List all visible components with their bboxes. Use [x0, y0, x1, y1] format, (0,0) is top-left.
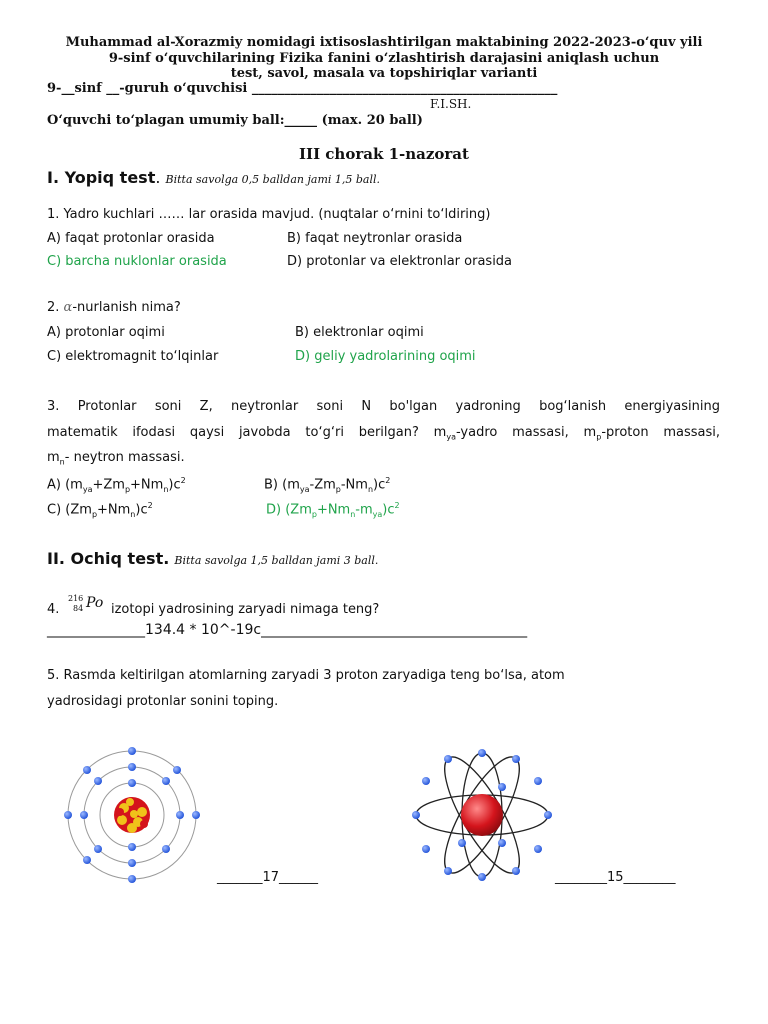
isotope-symbol: Po [86, 595, 104, 611]
q4-answer-line: ______________134.4 * 10^-19c______________________________________ [47, 622, 528, 638]
q1-option-a: A) faqat protonlar orasida [47, 231, 215, 246]
q3-line-3 [47, 450, 185, 467]
q3-line-1: 3. Protonlar soni Z, neytronlar soni N bo'lgan yadroning bog‘lanish energiyasining [47, 399, 720, 414]
q3-line-3-part-a: m [47, 450, 60, 465]
q3-line-2-part-b: -yadro massasi, m [455, 425, 597, 440]
q3-option-a: A) $(m_{ya}+Zm_p+Nm_n)c^2$ [47, 476, 186, 494]
q3-option-d: D) $(Zm_p+Nm_n-m_{ya})c^2$ [266, 501, 400, 519]
score-line: O‘quvchi to‘plagan umumiy ball:_____ (max. 20 ball) [47, 113, 423, 128]
section-2-note: Bitta savolga 1,5 balldan jami 3 ball. [174, 554, 379, 567]
q4-number: 4. [47, 602, 60, 617]
q3-line-3-part-b: - neytron massasi. [64, 450, 185, 465]
header-line-2: 9-sinf o‘quvchilarining Fizika fanini o‘zlashtirish darajasini aniqlash uchun [108, 51, 660, 66]
q3-line-2-part-a: matematik ifodasi qaysi javobda to‘g‘ri berilgan? m [47, 425, 447, 440]
q3-sub-p: p [596, 432, 602, 442]
fish-label: F.I.SH. [430, 97, 472, 111]
student-line: 9-__sinf __-guruh o‘quvchisi _______________________________________________ [47, 81, 558, 96]
section-1-title: I. Yopiq test [47, 168, 156, 187]
q1-text: 1. Yadro kuchlari …… lar orasida mavjud. (nuqtalar o‘rnini to‘ldiring) [47, 207, 491, 222]
q3-option-c: C) $(Zm_p+Nm_n)c^2$ [47, 501, 153, 519]
q5-line-1: 5. Rasmda keltirilgan atomlarning zaryadi 3 proton zaryadiga teng bo‘lsa, atom [47, 668, 565, 683]
q2-option-c: C) elektromagnit to‘lqinlar [47, 349, 219, 364]
q5-answer-1: _______17______ [217, 870, 319, 885]
q3-sub-ya: ya [446, 432, 456, 442]
header-line-3: test, savol, masala va topshiriqlar varianti [230, 66, 538, 81]
section-1-note: Bitta savolga 0,5 balldan jami 1,5 ball. [165, 173, 381, 186]
nucleus [461, 794, 503, 836]
q5-line-2: yadrosidagi protonlar sonini toping. [47, 694, 279, 709]
q3-line-2-part-c: -proton massasi, [601, 425, 720, 440]
q1-option-c: C) barcha nuklonlar orasida [47, 254, 227, 269]
section-2-heading [47, 549, 378, 568]
section-1-dot: . [155, 168, 161, 187]
section-1-heading [47, 168, 380, 187]
q5-answer-2: ________15________ [555, 870, 676, 885]
q2-number: 2. [47, 300, 60, 315]
q2-text [47, 300, 181, 315]
atom-bohr-diagram [52, 740, 217, 890]
page-title: III chorak 1-nazorat [299, 145, 469, 163]
q2-option-a: A) protonlar oqimi [47, 325, 165, 340]
q2-option-d: D) geliy yadrolarining oqimi [295, 349, 476, 364]
q2-option-b: B) elektronlar oqimi [295, 325, 424, 340]
nucleus-cluster [114, 797, 150, 833]
section-2-title: II. Ochiq test. [47, 549, 170, 568]
alpha-symbol: α [63, 300, 73, 315]
isotope-atomic-number: 84 [73, 604, 84, 613]
q4-text: izotopi yadrosining zaryadi nimaga teng? [111, 602, 380, 617]
q1-option-d: D) protonlar va elektronlar orasida [287, 254, 513, 269]
q2-question: -nurlanish nima? [72, 300, 181, 315]
isotope-mass-number: 216 [68, 594, 84, 603]
q3-sub-n: n [59, 457, 65, 467]
atom-orbital-diagram [410, 745, 555, 885]
q3-line-2 [47, 425, 720, 442]
q1-option-b: B) faqat neytronlar orasida [287, 231, 463, 246]
header-line-1: Muhammad al-Xorazmiy nomidagi ixtisoslashtirilgan maktabining 2022-2023-o‘quv yili [65, 35, 703, 50]
q3-option-b: B) $(m_{ya}-Zm_p-Nm_n)c^2$ [264, 476, 391, 494]
